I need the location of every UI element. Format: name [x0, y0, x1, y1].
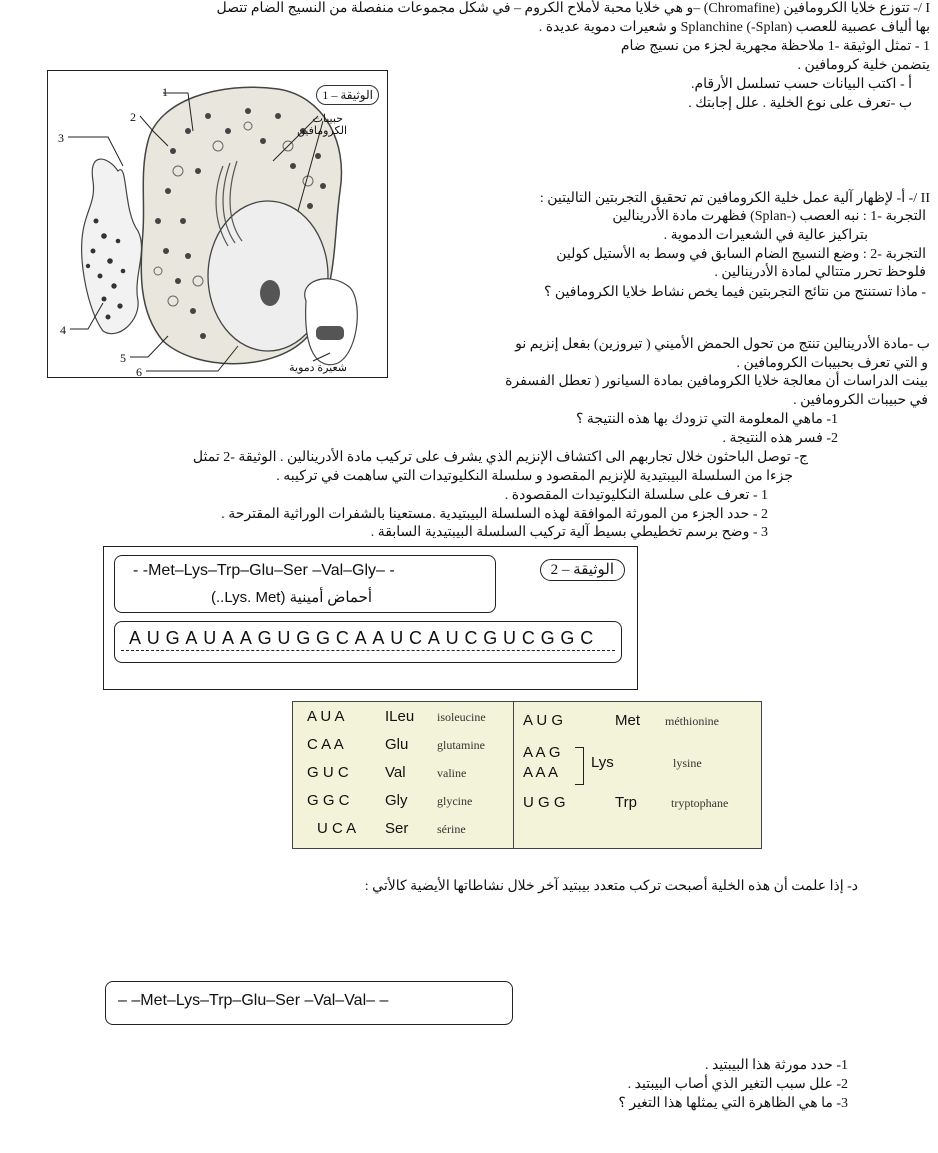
q1-line-2: يتضمن خلية كرومافين .	[797, 58, 930, 73]
abbr-lys: Lys	[591, 754, 614, 771]
s2-title: II /- أ- لإظهار آلية عمل خلية الكرومافين تم تحقيق التجربتين التاليتين :	[539, 191, 930, 206]
d-line: د- إذا علمت أن هذه الخلية أصبحت تركب متعدد بيبتيد آخر خلال نشاطاتها الأيضية كالأتي :	[364, 879, 858, 894]
name-valine: valine	[437, 766, 467, 780]
lys-bracket	[575, 747, 584, 785]
exp1-line-1: التجربة -1 : نبه العصب (-Splan) فظهرت مادة الأدرينالين	[612, 209, 926, 224]
nucleolus	[260, 280, 280, 306]
c-q1: 1 - تعرف على سلسلة النكليوتيدات المقصودة .	[504, 488, 768, 503]
mrna-backbone	[121, 650, 615, 651]
amino-note-lat: (..Lys. Met)	[211, 589, 286, 606]
peptide-box	[114, 555, 496, 613]
name-glycine: glycine	[437, 794, 473, 808]
q1b: ب -تعرف على نوع الخلية . علل إجابتك .	[688, 96, 912, 111]
label-2: 2	[130, 110, 136, 124]
codon-aua: A U A	[307, 708, 345, 725]
peptide-chain-2: – –Met–Lys–Trp–Glu–Ser –Val–Val– –	[118, 992, 389, 1009]
amino-note-ar: أحماض أمينية	[289, 590, 373, 606]
c-q3: 3 - وضح برسم تخطيطي بسيط آلية تركيب السلسلة البيبتيدية السابقة .	[370, 525, 768, 540]
granules-label-1: حبيبات	[312, 113, 343, 125]
q1-line-1: 1 - تمثل الوثيقة -1 ملاحظة مجهرية لجزء من نسيج ضام	[620, 39, 930, 54]
c-line-2: جزءا من السلسلة البيبتيدية للإنزيم المقصود و سلسلة النكليوتيدات التي ساهمت في تركيبه .	[276, 469, 793, 484]
codon-caa: C A A	[307, 736, 344, 753]
codon-aag: A A G	[523, 744, 561, 761]
b-q2: 2- فسر هذه النتيجة .	[722, 431, 838, 446]
label-3: 3	[58, 131, 64, 145]
granules-label-2: الكرومافين	[296, 125, 347, 137]
c-line-1: ج- توصل الباحثون خلال تجاربهم الى اكتشاف الإنزيم الذي يشرف على تركيب مادة الأدرينالين . الوثيقة -2 تمثل	[192, 450, 808, 465]
label-4: 4	[60, 323, 66, 337]
codon-aaa: A A A	[523, 764, 559, 781]
s2-question: - ماذا تستنتج من نتائج التجربتين فيما يخص نشاط خلايا الكرومافين ؟	[543, 285, 926, 300]
intro-line-1: I /- تتوزع خلايا الكرومافين (Chromafine) –و هي خلايا محبة لأملاح الكروم – في شكل مجموعات منفصلة من النسيج الضام تتصل	[216, 1, 930, 16]
codon-uca: U C A	[317, 820, 357, 837]
label-1: 1	[162, 85, 168, 99]
b-line-1: ب -مادة الأدرينالين تنتج من تحول الحمض الأميني ( تيروزين) بفعل إنزيم نو	[515, 337, 930, 352]
figure-2	[103, 546, 638, 690]
doc2-label: الوثيقة – 2	[540, 559, 625, 581]
codon-ggc: G G C	[307, 792, 350, 809]
d-q2: 2- علل سبب التغير الذي أصاب البيبتيد .	[627, 1077, 848, 1092]
peptide-box-2	[105, 981, 513, 1025]
doc1-label: الوثيقة – 1	[316, 85, 379, 105]
d-q1: 1- حدد مورثة هذا البيبتيد .	[704, 1058, 848, 1073]
red-blood-cell	[316, 326, 344, 340]
name-glutamine: glutamine	[437, 738, 485, 752]
name-serine: sérine	[437, 822, 466, 836]
b-line-2: و التي تعرف بحبيبات الكرومافين .	[736, 356, 928, 371]
exp1-line-2: بتراكيز عالية في الشعيرات الدموية .	[663, 228, 868, 243]
peptide-chain: - -Met–Lys–Trp–Glu–Ser –Val–Gly– -	[133, 562, 395, 579]
codon-ugg: U G G	[523, 794, 566, 811]
b-line-3: بينت الدراسات أن معالجة خلايا الكرومافين بمادة السيانور ( تعطل الفسفرة	[505, 374, 928, 389]
codon-aug: A U G	[523, 712, 564, 729]
name-lysine: lysine	[673, 756, 702, 770]
b-line-4: في حبيبات الكرومافين .	[793, 393, 928, 408]
mrna-box	[114, 621, 622, 663]
name-methionine: méthionine	[665, 714, 719, 728]
label-6: 6	[136, 365, 142, 379]
abbr-met: Met	[615, 712, 641, 729]
capillary	[305, 279, 358, 365]
abbr-ileu: ILeu	[385, 708, 415, 725]
codon-guc: G U C	[307, 764, 349, 781]
capillary-label: شعيرة دموية	[289, 362, 347, 374]
connective-tissue	[82, 159, 142, 334]
c-q2: 2 - حدد الجزء من المورثة الموافقة لهذه السلسلة البيبتيدية .مستعينا بالشفرات الوراثية المقترحة .	[221, 507, 768, 522]
codon-table	[292, 701, 762, 849]
abbr-gly: Gly	[385, 792, 408, 809]
table-divider	[513, 702, 514, 848]
mrna-sequence: AUGAUAAGUGGCAAUCAUCGUCGGC	[129, 628, 600, 648]
abbr-glu: Glu	[385, 736, 409, 753]
figure-1	[47, 70, 388, 378]
d-q3: 3- ما هي الظاهرة التي يمثلها هذا التغير ؟	[618, 1096, 848, 1111]
abbr-val: Val	[385, 764, 406, 781]
b-q1: 1- ماهي المعلومة التي تزودك بها هذه النتيجة ؟	[575, 412, 838, 427]
abbr-ser: Ser	[385, 820, 409, 837]
exp2-line-2: فلوحظ تحرر متتالي لمادة الأدرينالين .	[714, 265, 926, 280]
name-tryptophane: tryptophane	[671, 796, 729, 810]
name-isoleucine: isoleucine	[437, 710, 486, 724]
amino-note	[211, 588, 372, 607]
exp2-line-1: التجربة -2 : وضع النسيج الضام السابق في وسط به الأستيل كولين	[556, 247, 926, 262]
abbr-trp: Trp	[615, 794, 637, 811]
label-5: 5	[120, 351, 126, 365]
intro-line-2: بها ألياف عصبية للعصب Splanchine (-Splan) و شعيرات دموية عديدة .	[538, 20, 930, 35]
q1a: أ - اكتب البيانات حسب تسلسل الأرقام.	[690, 77, 912, 92]
